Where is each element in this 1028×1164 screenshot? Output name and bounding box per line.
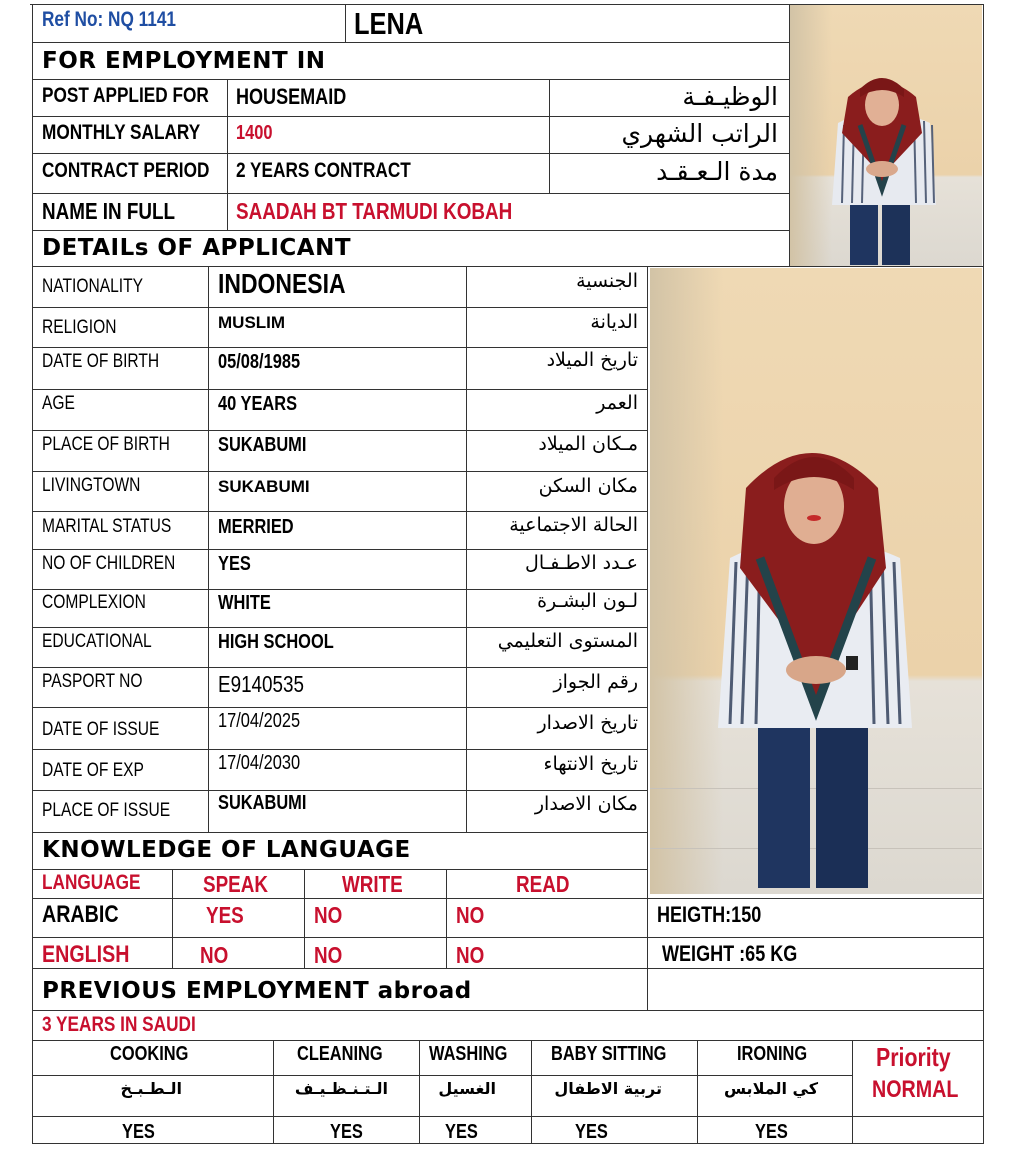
height-value: HEIGTH:150 [657, 902, 762, 927]
salary-label: MONTHLY SALARY [42, 121, 201, 144]
detail-arabic: مكان الاصدار [534, 793, 638, 815]
detail-label: DATE OF EXP [42, 760, 144, 781]
detail-label: MARITAL STATUS [42, 516, 172, 537]
weight-value: WEIGHT :65 KG [662, 941, 798, 966]
detail-label: EDUCATIONAL [42, 631, 152, 652]
language-header-speak: SPEAK [203, 871, 268, 897]
detail-label: DATE OF ISSUE [42, 719, 160, 740]
detail-arabic: مـكان الميلاد [538, 433, 638, 455]
detail-value: 40 YEARS [218, 393, 298, 415]
detail-label: NO OF CHILDREN [42, 553, 176, 574]
language-section-title: KNOWLEDGE OF LANGUAGE [42, 837, 411, 863]
detail-value: MERRIED [218, 516, 294, 538]
detail-label: COMPLEXION [42, 592, 146, 613]
contract-arabic: مدة الـعـقـد [656, 157, 778, 186]
detail-arabic: الحالة الاجتماعية [509, 514, 638, 536]
previous-section-title: PREVIOUS EMPLOYMENT abroad [42, 978, 472, 1004]
ref-number: Ref No: NQ 1141 [42, 8, 176, 31]
post-value: HOUSEMAID [236, 84, 347, 109]
skill-cleaning-value: YES [330, 1121, 363, 1143]
previous-employment-value: 3 YEARS IN SAUDI [42, 1013, 196, 1036]
detail-label: RELIGION [42, 317, 117, 338]
detail-label: PLACE OF BIRTH [42, 434, 170, 455]
skill-cleaning-arabic: الـتـنـظـيـف [294, 1079, 388, 1098]
detail-label: PLACE OF ISSUE [42, 800, 171, 821]
detail-value: YES [218, 553, 251, 575]
detail-value: 05/08/1985 [218, 351, 301, 373]
post-label: POST APPLIED FOR [42, 84, 209, 107]
detail-arabic: العمر [596, 392, 638, 414]
skill-cooking-arabic: الـطـبـخ [120, 1079, 182, 1098]
skill-baby-sitting-arabic: تربية الاطفال [554, 1079, 662, 1098]
detail-value: SUKABUMI [218, 434, 307, 456]
detail-label: PASPORT NO [42, 671, 143, 692]
language-write: NO [314, 942, 343, 968]
detail-value: WHITE [218, 592, 271, 614]
detail-arabic: الديانة [590, 311, 638, 333]
language-name: ENGLISH [42, 941, 130, 968]
skill-ironing-arabic: كي الملابس [723, 1079, 818, 1098]
detail-arabic: تاريخ الانتهاء [543, 753, 638, 775]
applicant-photo-large [650, 268, 982, 894]
detail-label: NATIONALITY [42, 276, 144, 297]
skill-baby-sitting-value: YES [575, 1121, 608, 1143]
skill-ironing: IRONING [737, 1043, 808, 1065]
language-header-write: WRITE [342, 871, 403, 897]
language-write: NO [314, 902, 343, 928]
detail-value: HIGH SCHOOL [218, 631, 334, 653]
detail-value: MUSLIM [218, 313, 286, 332]
detail-label: LIVINGTOWN [42, 475, 141, 496]
language-speak: NO [200, 942, 229, 968]
detail-arabic: الجنسية [576, 270, 638, 292]
priority-value: NORMAL [872, 1076, 959, 1103]
person-full-figure-icon [650, 268, 982, 894]
detail-value: E9140535 [218, 671, 305, 697]
priority-label: Priority [876, 1042, 951, 1072]
salary-arabic: الراتب الشهري [621, 119, 778, 148]
contract-label: CONTRACT PERIOD [42, 159, 210, 182]
language-read: NO [456, 942, 485, 968]
detail-label: DATE OF BIRTH [42, 351, 160, 372]
detail-arabic: المستوى التعليمي [497, 630, 638, 652]
language-read: NO [456, 902, 485, 928]
contract-value: 2 YEARS CONTRACT [236, 159, 411, 182]
detail-arabic: تاريخ الاصدار [537, 712, 638, 734]
applicant-short-name: LENA [354, 6, 424, 41]
skill-ironing-value: YES [755, 1121, 788, 1143]
language-speak: YES [206, 902, 244, 928]
fullname-label: NAME IN FULL [42, 198, 176, 224]
details-section-title: DETAILs OF APPLICANT [42, 235, 352, 261]
fullname-value: SAADAH BT TARMUDI KOBAH [236, 198, 513, 224]
language-name: ARABIC [42, 901, 119, 928]
person-figure-icon [790, 5, 982, 266]
language-header-read: READ [516, 871, 570, 897]
detail-value: INDONESIA [218, 268, 346, 299]
detail-arabic: لـون البشـرة [537, 590, 638, 612]
detail-value: 17/04/2025 [218, 710, 301, 732]
detail-arabic: رقم الجواز [553, 671, 638, 693]
employment-section-title: FOR EMPLOYMENT IN [42, 48, 326, 74]
detail-arabic: تاريخ الميلاد [546, 349, 638, 371]
salary-value: 1400 [236, 122, 273, 144]
skill-baby-sitting: BABY SITTING [551, 1043, 667, 1065]
detail-arabic: عـدد الاطـفـال [525, 552, 638, 574]
detail-arabic: مكان السكن [538, 475, 638, 497]
detail-value: SUKABUMI [218, 477, 310, 496]
detail-value: 17/04/2030 [218, 752, 301, 774]
applicant-photo-small [790, 5, 982, 266]
detail-label: AGE [42, 393, 75, 414]
skill-washing: WASHING [429, 1043, 508, 1065]
skill-cleaning: CLEANING [297, 1043, 383, 1065]
detail-value: SUKABUMI [218, 792, 307, 814]
post-arabic: الوظيـفـة [682, 82, 778, 111]
skill-cooking-value: YES [122, 1121, 155, 1143]
skill-washing-arabic: الغسيل [438, 1079, 496, 1098]
language-header-language: LANGUAGE [42, 871, 141, 894]
skill-cooking: COOKING [110, 1043, 189, 1065]
skill-washing-value: YES [445, 1121, 478, 1143]
